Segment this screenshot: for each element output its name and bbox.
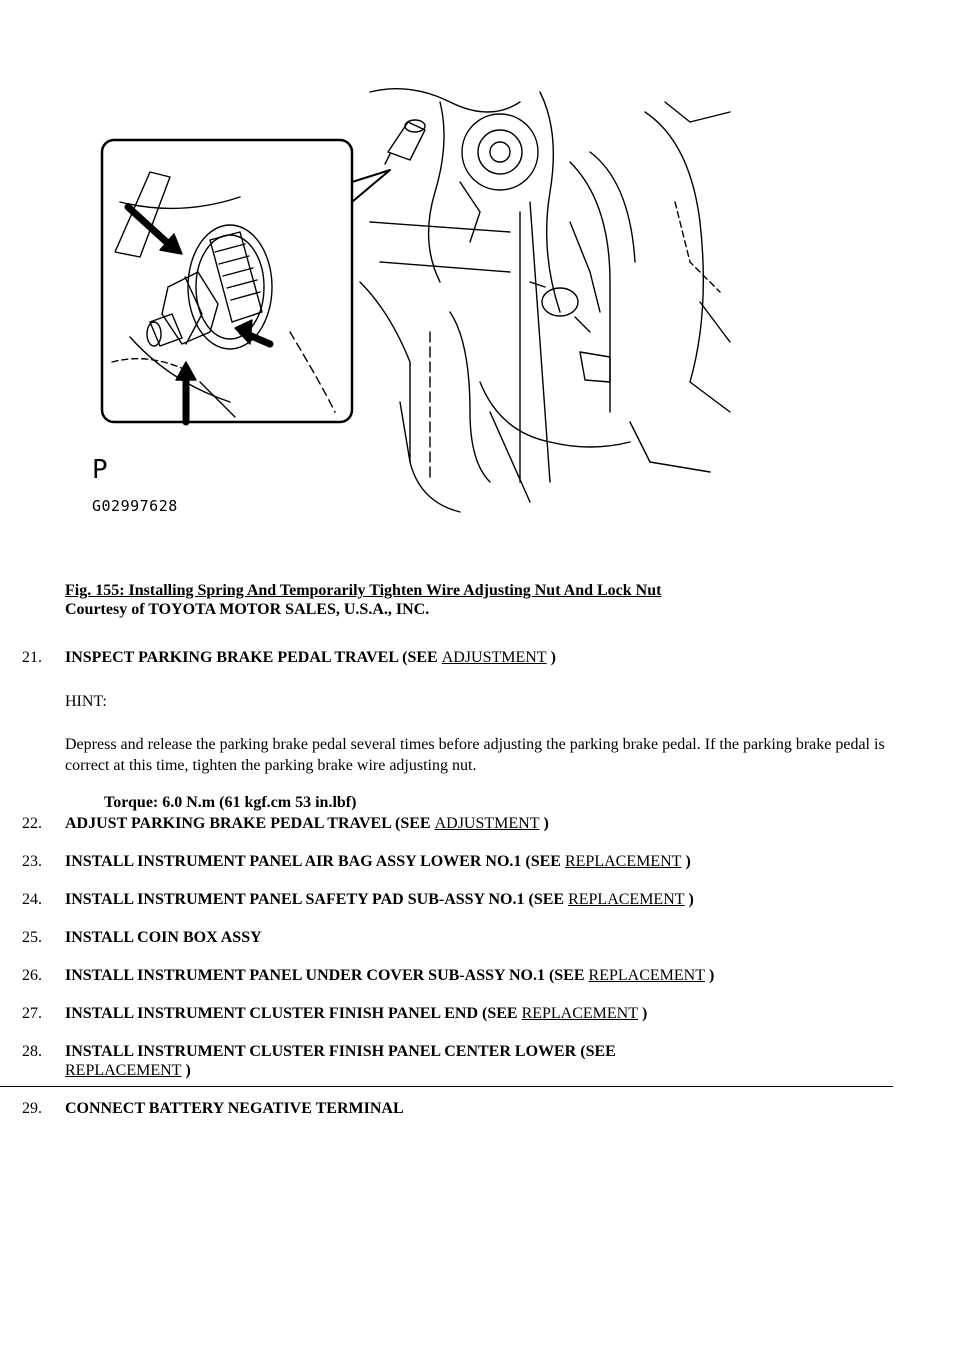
- replacement-link[interactable]: REPLACEMENT: [588, 967, 705, 984]
- parking-brake-illustration: [90, 82, 740, 522]
- torque-spec: Torque: 6.0 N.m (61 kgf.cm 53 in.lbf): [104, 794, 357, 811]
- step-instruction: INSPECT PARKING BRAKE PEDAL TRAVEL (SEE: [65, 649, 442, 666]
- step-instruction: INSTALL INSTRUMENT CLUSTER FINISH PANEL CENTER LOWER (SEE: [65, 1043, 616, 1060]
- caption-courtesy: Courtesy of TOYOTA MOTOR SALES, U.S.A., INC.: [65, 601, 430, 618]
- step-text: [65, 648, 865, 667]
- step-close: ): [181, 1062, 191, 1079]
- adjustment-link[interactable]: ADJUSTMENT: [441, 649, 547, 666]
- step-number: 28.: [22, 1043, 42, 1060]
- step-instruction: INSTALL INSTRUMENT PANEL UNDER COVER SUB-ASSY NO.1 (SEE: [65, 967, 589, 984]
- figure-caption: [65, 581, 905, 619]
- hint-paragraph: Depress and release the parking brake pedal several times before adjusting the parking brake pedal. If the parking brake pedal is correct at this time, tighten the parking brake wire adjusting nut.: [65, 736, 885, 774]
- step-close: ): [704, 967, 715, 984]
- adjustment-link[interactable]: ADJUSTMENT: [434, 815, 540, 832]
- step-number: 23.: [22, 853, 42, 870]
- step-close: ): [546, 649, 556, 666]
- step-text: [65, 814, 865, 833]
- caption-title: Fig. 155: Installing Spring And Temporarily Tighten Wire Adjusting Nut And Lock Nut: [65, 582, 662, 599]
- step-close: ): [684, 891, 694, 908]
- step-number: 27.: [22, 1005, 42, 1022]
- replacement-link[interactable]: REPLACEMENT: [65, 1062, 182, 1079]
- step-instruction: ADJUST PARKING BRAKE PEDAL TRAVEL (SEE: [65, 815, 435, 832]
- replacement-link[interactable]: REPLACEMENT: [521, 1005, 639, 1022]
- step-close: ): [638, 1005, 648, 1022]
- step-number: 21.: [22, 649, 42, 666]
- step-text: [65, 1004, 865, 1023]
- step-close: ): [681, 853, 691, 870]
- step-text: [65, 852, 865, 871]
- step-close: ): [539, 815, 549, 832]
- step-number: 24.: [22, 891, 42, 908]
- replacement-link[interactable]: REPLACEMENT: [568, 891, 685, 908]
- figure-code: G02997628: [92, 497, 178, 515]
- step-instruction: INSTALL INSTRUMENT PANEL SAFETY PAD SUB-ASSY NO.1 (SEE: [65, 891, 569, 908]
- step-instruction: INSTALL COIN BOX ASSY: [65, 929, 262, 946]
- step-number: 26.: [22, 967, 42, 984]
- step-text: [65, 1099, 865, 1118]
- step-instruction: INSTALL INSTRUMENT CLUSTER FINISH PANEL END (SEE: [65, 1005, 522, 1022]
- step-number: 29.: [22, 1100, 42, 1117]
- step-text: [65, 966, 865, 985]
- figure-letter: P: [92, 455, 108, 485]
- hint-label: HINT:: [65, 693, 107, 710]
- step-instruction: INSTALL INSTRUMENT PANEL AIR BAG ASSY LOWER NO.1 (SEE: [65, 853, 565, 870]
- step-instruction: CONNECT BATTERY NEGATIVE TERMINAL: [65, 1100, 404, 1117]
- step-number: 25.: [22, 929, 42, 946]
- step-text: [65, 890, 865, 909]
- step-text: [65, 1042, 865, 1080]
- section-divider: [0, 1086, 893, 1087]
- step-text: [65, 928, 865, 947]
- replacement-link[interactable]: REPLACEMENT: [564, 853, 682, 870]
- step-number: 22.: [22, 815, 42, 832]
